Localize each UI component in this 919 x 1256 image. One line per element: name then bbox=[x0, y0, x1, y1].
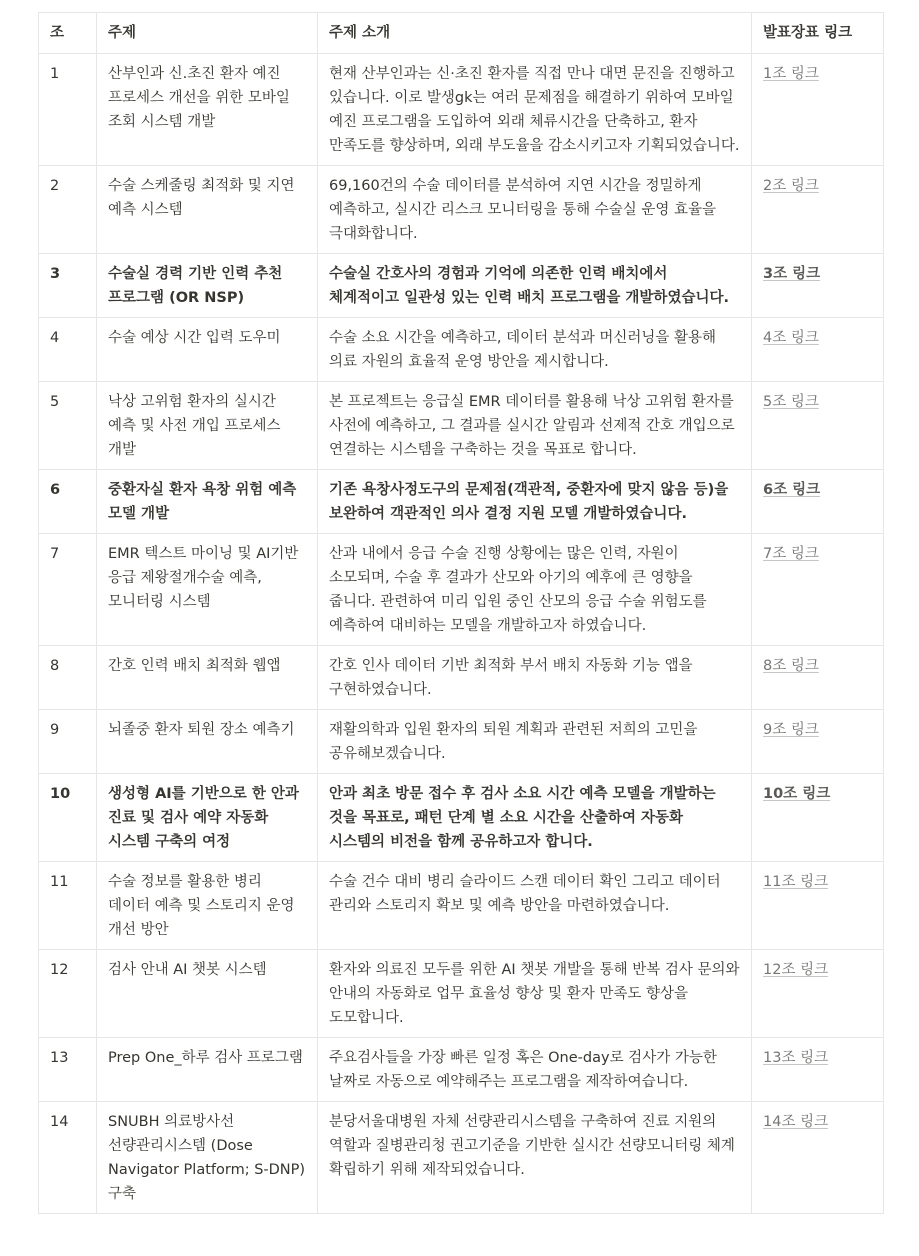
topic-cell: 수술실 경력 기반 인력 추천 프로그램 (OR NSP) bbox=[97, 254, 318, 318]
intro-cell: 환자와 의료진 모두를 위한 AI 챗봇 개발을 통해 반복 검사 문의와 안내의 자동화로 업무 효율성 향상 및 환자 만족도 향상을 도모합니다. bbox=[318, 950, 752, 1038]
header-group: 조 bbox=[39, 13, 97, 54]
group-number: 12 bbox=[39, 950, 97, 1038]
slides-link[interactable]: 8조 링크 bbox=[763, 658, 819, 674]
group-number: 9 bbox=[39, 710, 97, 774]
topic-cell: Prep One_하루 검사 프로그램 bbox=[97, 1038, 318, 1102]
group-number: 5 bbox=[39, 382, 97, 470]
link-cell bbox=[752, 254, 884, 318]
topic-cell: 간호 인력 배치 최적화 웹앱 bbox=[97, 646, 318, 710]
slides-link[interactable]: 14조 링크 bbox=[763, 1114, 829, 1130]
group-number: 7 bbox=[39, 534, 97, 646]
group-number: 3 bbox=[39, 254, 97, 318]
table-row bbox=[39, 254, 884, 318]
slides-link[interactable]: 4조 링크 bbox=[763, 330, 819, 346]
group-number: 13 bbox=[39, 1038, 97, 1102]
link-cell bbox=[752, 1102, 884, 1214]
table-row bbox=[39, 166, 884, 254]
link-cell bbox=[752, 710, 884, 774]
table-row bbox=[39, 54, 884, 166]
group-number: 10 bbox=[39, 774, 97, 862]
slides-link[interactable]: 12조 링크 bbox=[763, 962, 829, 978]
link-cell bbox=[752, 774, 884, 862]
slides-link[interactable]: 3조 링크 bbox=[763, 266, 821, 282]
table-row bbox=[39, 774, 884, 862]
topic-cell: 뇌졸중 환자 퇴원 장소 예측기 bbox=[97, 710, 318, 774]
table-row bbox=[39, 470, 884, 534]
topic-cell: 생성형 AI를 기반으로 한 안과 진료 및 검사 예약 자동화 시스템 구축의 여정 bbox=[97, 774, 318, 862]
table-row bbox=[39, 710, 884, 774]
link-cell bbox=[752, 470, 884, 534]
slides-link[interactable]: 2조 링크 bbox=[763, 178, 819, 194]
group-number: 1 bbox=[39, 54, 97, 166]
header-topic: 주제 bbox=[97, 13, 318, 54]
table-header-row bbox=[39, 13, 884, 54]
link-cell bbox=[752, 318, 884, 382]
slides-link[interactable]: 6조 링크 bbox=[763, 482, 821, 498]
link-cell bbox=[752, 54, 884, 166]
intro-cell: 69,160건의 수술 데이터를 분석하여 지연 시간을 정밀하게 예측하고, 실시간 리스크 모니터링을 통해 수술실 운영 효율을 극대화합니다. bbox=[318, 166, 752, 254]
intro-cell: 주요검사들을 가장 빠른 일정 혹은 One-day로 검사가 가능한 날짜로 자동으로 예약해주는 프로그램을 제작하여습니다. bbox=[318, 1038, 752, 1102]
topic-cell: EMR 텍스트 마이닝 및 AI기반 응급 제왕절개수술 예측, 모니터링 시스템 bbox=[97, 534, 318, 646]
link-cell bbox=[752, 534, 884, 646]
intro-cell: 분당서울대병원 자체 선량관리시스템을 구축하여 진료 지원의 역할과 질병관리청 권고기준을 기반한 실시간 선량모니터링 체계 확립하기 위해 제작되었습니다. bbox=[318, 1102, 752, 1214]
slides-link[interactable]: 9조 링크 bbox=[763, 722, 819, 738]
link-cell bbox=[752, 950, 884, 1038]
slides-link[interactable]: 11조 링크 bbox=[763, 874, 829, 890]
intro-cell: 간호 인사 데이터 기반 최적화 부서 배치 자동화 기능 앱을 구현하였습니다. bbox=[318, 646, 752, 710]
slides-link[interactable]: 7조 링크 bbox=[763, 546, 819, 562]
topic-cell: 산부인과 신.초진 환자 예진 프로세스 개선을 위한 모바일 조회 시스템 개발 bbox=[97, 54, 318, 166]
group-number: 4 bbox=[39, 318, 97, 382]
table-row bbox=[39, 382, 884, 470]
intro-cell: 수술 건수 대비 병리 슬라이드 스캔 데이터 확인 그리고 데이터 관리와 스토리지 확보 및 예측 방안을 마련하였습니다. bbox=[318, 862, 752, 950]
intro-cell: 기존 욕창사정도구의 문제점(객관적, 중환자에 맞지 않음 등)을 보완하여 객관적인 의사 결정 지원 모델 개발하였습니다. bbox=[318, 470, 752, 534]
slides-link[interactable]: 1조 링크 bbox=[763, 66, 819, 82]
intro-cell: 현재 산부인과는 신·초진 환자를 직접 만나 대면 문진을 진행하고 있습니다. 이로 발생gk는 여러 문제점을 해결하기 위하여 모바일 예진 프로그램을 도입하여 외래 체류시간을 단축하고, 환자 만족도를 향상하며, 외래 부도율을 감소시키고자 기획되었습니다. bbox=[318, 54, 752, 166]
group-number: 2 bbox=[39, 166, 97, 254]
topic-cell: 중환자실 환자 욕창 위험 예측 모델 개발 bbox=[97, 470, 318, 534]
table-row bbox=[39, 318, 884, 382]
topic-cell: SNUBH 의료방사선 선량관리시스템 (Dose Navigator Platform; S-DNP) 구축 bbox=[97, 1102, 318, 1214]
project-table bbox=[38, 12, 884, 1214]
topic-cell: 수술 예상 시간 입력 도우미 bbox=[97, 318, 318, 382]
link-cell bbox=[752, 382, 884, 470]
group-number: 11 bbox=[39, 862, 97, 950]
table-row bbox=[39, 534, 884, 646]
link-cell bbox=[752, 646, 884, 710]
table-row bbox=[39, 862, 884, 950]
group-number: 6 bbox=[39, 470, 97, 534]
header-link: 발표장표 링크 bbox=[752, 13, 884, 54]
intro-cell: 수술실 간호사의 경험과 기억에 의존한 인력 배치에서 체계적이고 일관성 있는 인력 배치 프로그램을 개발하였습니다. bbox=[318, 254, 752, 318]
slides-link[interactable]: 10조 링크 bbox=[763, 786, 831, 802]
intro-cell: 안과 최초 방문 접수 후 검사 소요 시간 예측 모델을 개발하는 것을 목표로, 패턴 단계 별 소요 시간을 산출하여 자동화 시스템의 비전을 함께 공유하고자 합니다. bbox=[318, 774, 752, 862]
intro-cell: 본 프로젝트는 응급실 EMR 데이터를 활용해 낙상 고위험 환자를 사전에 예측하고, 그 결과를 실시간 알림과 선제적 간호 개입으로 연결하는 시스템을 구축하는 것을 목표로 합니다. bbox=[318, 382, 752, 470]
topic-cell: 검사 안내 AI 챗봇 시스템 bbox=[97, 950, 318, 1038]
topic-cell: 낙상 고위험 환자의 실시간 예측 및 사전 개입 프로세스 개발 bbox=[97, 382, 318, 470]
link-cell bbox=[752, 166, 884, 254]
table-row bbox=[39, 1102, 884, 1214]
group-number: 14 bbox=[39, 1102, 97, 1214]
topic-cell: 수술 정보를 활용한 병리 데이터 예측 및 스토리지 운영 개선 방안 bbox=[97, 862, 318, 950]
header-intro: 주제 소개 bbox=[318, 13, 752, 54]
table-row bbox=[39, 646, 884, 710]
intro-cell: 산과 내에서 응급 수술 진행 상황에는 많은 인력, 자원이 소모되며, 수술 후 결과가 산모와 아기의 예후에 큰 영향을 줍니다. 관련하여 미리 입원 중인 산모의 응급 수술 위험도를 예측하여 대비하는 모델을 개발하고자 하였습니다. bbox=[318, 534, 752, 646]
link-cell bbox=[752, 862, 884, 950]
link-cell bbox=[752, 1038, 884, 1102]
table-row bbox=[39, 1038, 884, 1102]
intro-cell: 재활의학과 입원 환자의 퇴원 계획과 관련된 저희의 고민을 공유해보겠습니다. bbox=[318, 710, 752, 774]
intro-cell: 수술 소요 시간을 예측하고, 데이터 분석과 머신러닝을 활용해 의료 자원의 효율적 운영 방안을 제시합니다. bbox=[318, 318, 752, 382]
slides-link[interactable]: 5조 링크 bbox=[763, 394, 819, 410]
topic-cell: 수술 스케줄링 최적화 및 지연 예측 시스템 bbox=[97, 166, 318, 254]
group-number: 8 bbox=[39, 646, 97, 710]
table-body bbox=[39, 54, 884, 1214]
table-row bbox=[39, 950, 884, 1038]
slides-link[interactable]: 13조 링크 bbox=[763, 1050, 829, 1066]
